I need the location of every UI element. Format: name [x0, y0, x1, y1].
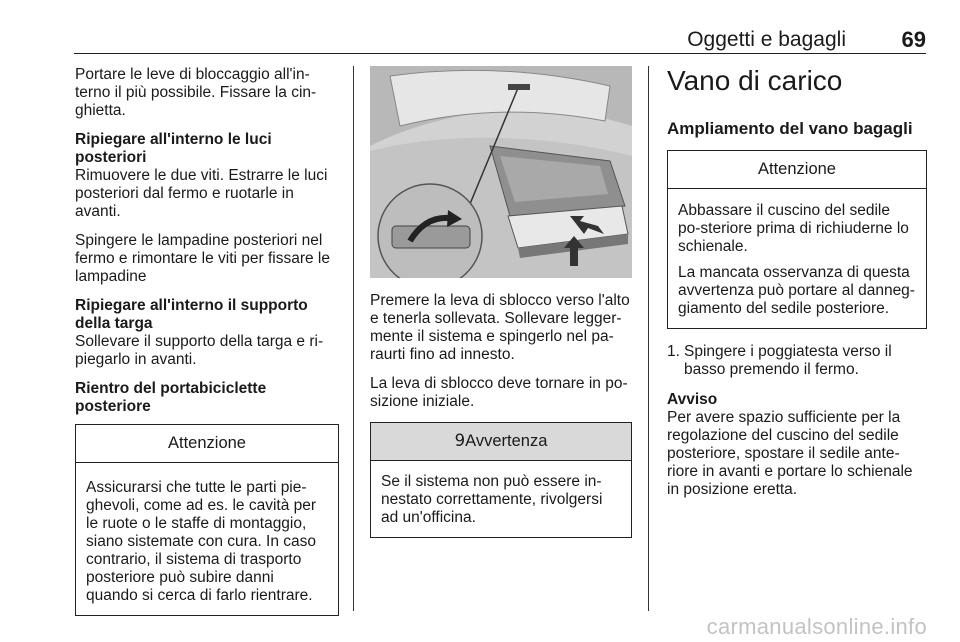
- paragraph: La leva di sblocco deve tornare in po-sizione iniziale.: [370, 375, 628, 410]
- watermark: carmanualsonline.info: [706, 614, 927, 639]
- page-title: Oggetti e bagagli: [687, 28, 846, 51]
- header-rule: [74, 53, 926, 54]
- warning-text: Se il sistema non può essere in-nestato correttamente, rivolgersi ad un'officina.: [381, 473, 603, 526]
- attention-box: [75, 424, 339, 616]
- step-number: 1.: [667, 343, 680, 360]
- paragraph: Premere la leva di sblocco verso l'alto e tenerla sollevata. Sollevare legger-mente il sistema e spingerlo nel pa-raurti fino ad innesto.: [370, 292, 630, 363]
- warning-icon: 9: [454, 431, 466, 450]
- attention-text: Assicurarsi che tutte le parti pie-ghevoli, come ad es. le cavità per le ruote o le staffe di montaggio, siano sistemate con cura. In caso contrario, il sistema di trasporto posteriore può subire danni quando si cerca di farlo rientrare.: [86, 479, 317, 604]
- warning-box: [370, 422, 632, 538]
- column-left: [75, 66, 339, 616]
- paragraph: Rimuovere le due viti. Estrarre le luci posteriori dal fermo e ruotarle in avanti.: [75, 167, 328, 220]
- bike-carrier-drawing: [370, 66, 632, 278]
- page-number: 69: [901, 27, 926, 52]
- intro-paragraph: Portare le leve di bloccaggio all'in-terno il più possibile. Fissare la cin-ghietta.: [75, 66, 317, 119]
- section-subtitle: Ampliamento del vano bagagli: [667, 119, 913, 138]
- warning-header: [371, 423, 631, 461]
- attention-text: Abbassare il cuscino del sedile po-steriore prima di richiuderne lo schienale.: [678, 202, 909, 255]
- column-right: [667, 66, 927, 510]
- section-heading-license-plate: Ripiegare all'interno il supporto della targa: [75, 297, 308, 332]
- section-title: Vano di carico: [667, 65, 843, 96]
- column-divider: [353, 66, 354, 611]
- warning-title: Avvertenza: [465, 432, 548, 450]
- bike-carrier-illustration: [370, 66, 632, 278]
- column-divider: [648, 66, 649, 611]
- paragraph: Sollevare il supporto della targa e ri-piegarlo in avanti.: [75, 333, 324, 368]
- attention-title: Attenzione: [668, 151, 926, 189]
- paragraph: Spingere le lampadine posteriori nel fermo e rimontare le viti per fissare le lampadine: [75, 232, 330, 285]
- notice-heading: Avviso: [667, 391, 718, 408]
- step-1: [667, 343, 927, 379]
- page-header: [74, 26, 926, 56]
- section-heading-bike-carrier: Rientro del portabiciclette posteriore: [75, 380, 267, 415]
- notice-text: Per avere spazio sufficiente per la regolazione del cuscino del sedile posteriore, spostare il sedile ante-riore in avanti e portare lo schienale in posizione eretta.: [667, 409, 913, 498]
- attention-text: La mancata osservanza di questa avvertenza può portare al danneg-giamento del sedile posteriore.: [678, 264, 915, 317]
- step-text: Spingere i poggiatesta verso il basso premendo il fermo.: [684, 343, 892, 378]
- attention-box: [667, 150, 927, 329]
- column-middle: [370, 66, 632, 538]
- attention-title: Attenzione: [76, 425, 338, 463]
- section-heading-tail-lights: Ripiegare all'interno le luci posteriori: [75, 131, 272, 166]
